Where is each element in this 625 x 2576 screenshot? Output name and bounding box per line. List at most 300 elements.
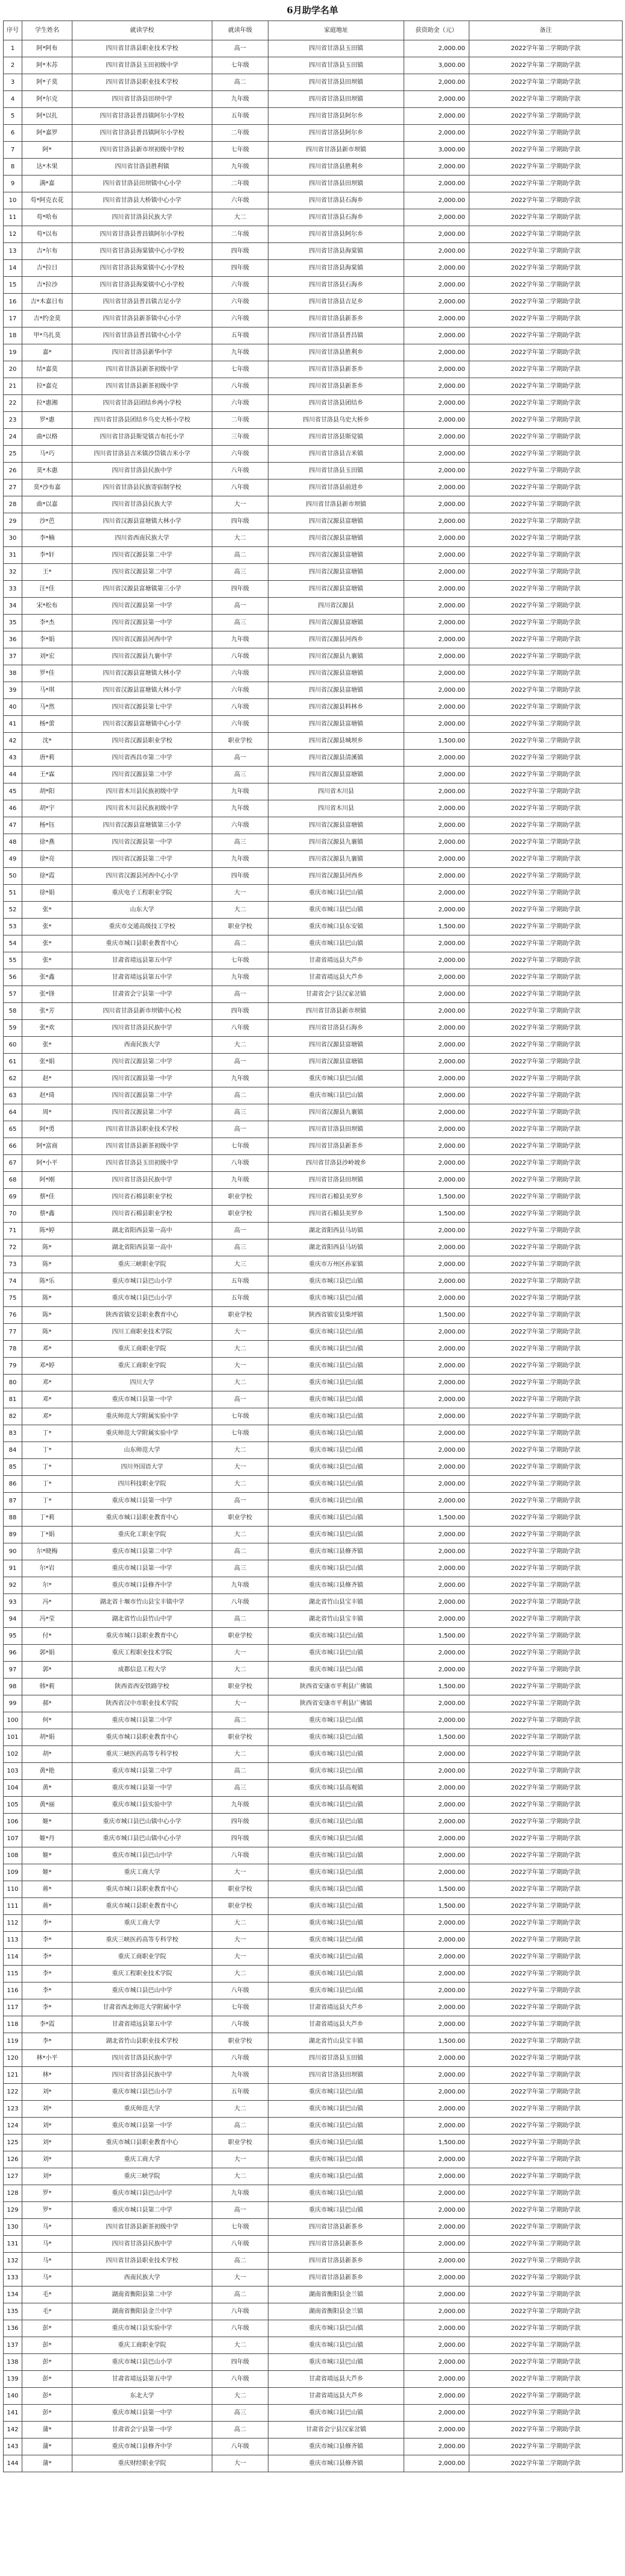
cell-grade: 九年级 — [212, 969, 268, 986]
table-row — [4, 2050, 623, 2067]
cell-index: 52 — [4, 902, 22, 919]
cell-home-address: 重庆市城口县巴山镇 — [268, 1408, 404, 1425]
cell-index: 23 — [4, 412, 22, 429]
cell-student-name: 马* — [22, 2236, 72, 2253]
cell-remark: 2022学年第二学期助学款 — [469, 1273, 623, 1290]
cell-school: 陕西省西安铁路学校 — [72, 1679, 212, 1695]
cell-remark: 2022学年第二学期助学款 — [469, 1003, 623, 1020]
cell-amount: 2,000.00 — [404, 615, 469, 631]
cell-grade: 八年级 — [212, 463, 268, 479]
cell-remark: 2022学年第二学期助学款 — [469, 1375, 623, 1391]
cell-grade: 大一 — [212, 885, 268, 902]
cell-home-address: 四川省汉源县富塘镇 — [268, 665, 404, 682]
cell-index: 108 — [4, 1847, 22, 1864]
cell-index: 5 — [4, 108, 22, 125]
cell-amount: 2,000.00 — [404, 1425, 469, 1442]
cell-remark: 2022学年第二学期助学款 — [469, 1864, 623, 1881]
cell-remark: 2022学年第二学期助学款 — [469, 1054, 623, 1071]
cell-amount: 2,000.00 — [404, 1847, 469, 1864]
table-row — [4, 902, 623, 919]
cell-amount: 2,000.00 — [404, 1273, 469, 1290]
table-row — [4, 74, 623, 91]
cell-remark: 2022学年第二学期助学款 — [469, 91, 623, 108]
cell-school: 重庆工程职业技术学院 — [72, 1966, 212, 1983]
cell-grade: 八年级 — [212, 699, 268, 716]
cell-home-address: 重庆市城口县巴山镇 — [268, 1510, 404, 1527]
cell-student-name: 吉*拉日 — [22, 260, 72, 277]
cell-home-address: 四川省甘洛县石海乡 — [268, 1020, 404, 1037]
cell-grade: 八年级 — [212, 378, 268, 395]
cell-student-name: 邓*婷 — [22, 1358, 72, 1375]
cell-index: 34 — [4, 598, 22, 615]
cell-grade: 八年级 — [212, 2320, 268, 2337]
cell-index: 8 — [4, 159, 22, 176]
cell-student-name: 林*小平 — [22, 2050, 72, 2067]
table-row — [4, 2219, 623, 2236]
table-row — [4, 919, 623, 935]
cell-amount: 2,000.00 — [404, 1391, 469, 1408]
cell-student-name: 李* — [22, 1915, 72, 1932]
cell-school: 重庆市城口县巴山小学 — [72, 1290, 212, 1307]
cell-grade: 五年级 — [212, 1273, 268, 1290]
cell-remark: 2022学年第二学期助学款 — [469, 2455, 623, 2472]
cell-index: 60 — [4, 1037, 22, 1054]
cell-remark: 2022学年第二学期助学款 — [469, 631, 623, 648]
cell-remark: 2022学年第二学期助学款 — [469, 294, 623, 311]
cell-grade: 七年级 — [212, 952, 268, 969]
cell-amount: 2,000.00 — [404, 260, 469, 277]
cell-student-name: 李*轩 — [22, 547, 72, 564]
table-row — [4, 1155, 623, 1172]
cell-amount: 1,500.00 — [404, 1898, 469, 1915]
cell-school: 西南民族大学 — [72, 1037, 212, 1054]
cell-student-name: 阿*子莫 — [22, 74, 72, 91]
cell-index: 107 — [4, 1831, 22, 1847]
cell-home-address: 重庆市城口县巴山镇 — [268, 1949, 404, 1966]
cell-remark: 2022学年第二学期助学款 — [469, 496, 623, 513]
cell-amount: 2,000.00 — [404, 226, 469, 243]
cell-amount: 2,000.00 — [404, 2286, 469, 2303]
cell-grade: 九年级 — [212, 1172, 268, 1189]
table-row — [4, 260, 623, 277]
cell-home-address: 重庆市城口县巴山镇 — [268, 1071, 404, 1087]
cell-amount: 1,500.00 — [404, 919, 469, 935]
cell-index: 79 — [4, 1358, 22, 1375]
cell-index: 75 — [4, 1290, 22, 1307]
cell-remark: 2022学年第二学期助学款 — [469, 1628, 623, 1645]
cell-index: 1 — [4, 40, 22, 57]
cell-home-address: 重庆市城口县巴山镇 — [268, 1273, 404, 1290]
cell-remark: 2022学年第二学期助学款 — [469, 1510, 623, 1527]
cell-grade: 大二 — [212, 1375, 268, 1391]
cell-home-address: 陕西省镇安县柴坪镇 — [268, 1307, 404, 1324]
cell-grade: 高三 — [212, 767, 268, 783]
cell-remark: 2022学年第二学期助学款 — [469, 40, 623, 57]
cell-home-address: 甘肃省靖远县大芦乡 — [268, 2016, 404, 2033]
cell-student-name: 甲*乌扎莫 — [22, 328, 72, 344]
cell-student-name: 毛* — [22, 2303, 72, 2320]
cell-school: 四川工商职业技术学院 — [72, 1324, 212, 1341]
table-row — [4, 1239, 623, 1256]
table-row — [4, 1324, 623, 1341]
cell-remark: 2022学年第二学期助学款 — [469, 1020, 623, 1037]
cell-amount: 3,000.00 — [404, 142, 469, 159]
cell-grade: 八年级 — [212, 2016, 268, 2033]
cell-index: 3 — [4, 74, 22, 91]
cell-student-name: 曲*以格 — [22, 429, 72, 446]
cell-amount: 2,000.00 — [404, 40, 469, 57]
cell-amount: 2,000.00 — [404, 1645, 469, 1662]
cell-student-name: 邓* — [22, 1391, 72, 1408]
table-row — [4, 1256, 623, 1273]
table-row — [4, 1594, 623, 1611]
cell-home-address: 四川省甘洛县新市坝镇 — [268, 496, 404, 513]
table-row — [4, 1746, 623, 1763]
cell-amount: 2,000.00 — [404, 1459, 469, 1476]
cell-index: 16 — [4, 294, 22, 311]
cell-index: 42 — [4, 733, 22, 750]
cell-school: 重庆市城口县第二中学 — [72, 2202, 212, 2219]
cell-grade: 九年级 — [212, 1797, 268, 1814]
header-amount: 获资助金（元） — [404, 21, 469, 40]
cell-amount: 1,500.00 — [404, 1881, 469, 1898]
cell-remark: 2022学年第二学期助学款 — [469, 378, 623, 395]
cell-grade: 四年级 — [212, 243, 268, 260]
cell-index: 135 — [4, 2303, 22, 2320]
cell-index: 137 — [4, 2337, 22, 2354]
cell-home-address: 四川省汉源县富塘镇 — [268, 1054, 404, 1071]
cell-remark: 2022学年第二学期助学款 — [469, 750, 623, 767]
cell-remark: 2022学年第二学期助学款 — [469, 2202, 623, 2219]
table-row — [4, 1493, 623, 1510]
cell-student-name: 邓* — [22, 1341, 72, 1358]
cell-grade: 大二 — [212, 1037, 268, 1054]
cell-student-name: 蒲* — [22, 2455, 72, 2472]
cell-grade: 四年级 — [212, 513, 268, 530]
cell-student-name: 姬* — [22, 1847, 72, 1864]
cell-home-address: 四川省汉源县河西乡 — [268, 868, 404, 885]
cell-grade: 八年级 — [212, 2438, 268, 2455]
cell-home-address: 四川省甘洛县田坝镇 — [268, 1172, 404, 1189]
cell-home-address: 四川省汉源县富塘镇 — [268, 530, 404, 547]
cell-amount: 2,000.00 — [404, 1138, 469, 1155]
cell-amount: 2,000.00 — [404, 2303, 469, 2320]
cell-amount: 2,000.00 — [404, 1087, 469, 1104]
cell-grade: 六年级 — [212, 665, 268, 682]
cell-index: 144 — [4, 2455, 22, 2472]
cell-student-name: 李* — [22, 2033, 72, 2050]
table-row — [4, 530, 623, 547]
table-row — [4, 1628, 623, 1645]
cell-index: 70 — [4, 1206, 22, 1223]
cell-school: 重庆工商大学 — [72, 2151, 212, 2168]
table-row — [4, 429, 623, 446]
cell-student-name: 陈* — [22, 1256, 72, 1273]
cell-home-address: 重庆市城口县巴山镇 — [268, 2405, 404, 2422]
cell-grade: 二年级 — [212, 226, 268, 243]
cell-remark: 2022学年第二学期助学款 — [469, 1087, 623, 1104]
cell-school: 重庆三峡职业学院 — [72, 1256, 212, 1273]
cell-remark: 2022学年第二学期助学款 — [469, 1307, 623, 1324]
cell-amount: 1,500.00 — [404, 2135, 469, 2151]
cell-home-address: 重庆市城口县修齐镇 — [268, 1543, 404, 1560]
cell-home-address: 四川省甘洛县新茶乡 — [268, 2270, 404, 2286]
cell-grade: 大一 — [212, 1358, 268, 1375]
cell-grade: 八年级 — [212, 1847, 268, 1864]
cell-grade: 高一 — [212, 1054, 268, 1071]
cell-index: 78 — [4, 1341, 22, 1358]
table-row — [4, 1662, 623, 1679]
cell-school: 四川省汉源县第七中学 — [72, 699, 212, 716]
cell-school: 重庆市城口县第一中学 — [72, 2405, 212, 2422]
cell-grade: 职业学校 — [212, 919, 268, 935]
cell-home-address: 重庆市城口县巴山镇 — [268, 2135, 404, 2151]
cell-amount: 2,000.00 — [404, 952, 469, 969]
table-row — [4, 176, 623, 192]
cell-school: 重庆市城口县第二中学 — [72, 1543, 212, 1560]
cell-student-name: 郭*娟 — [22, 1645, 72, 1662]
cell-school: 重庆师范大学附属实验中学 — [72, 1408, 212, 1425]
cell-grade: 职业学校 — [212, 1307, 268, 1324]
cell-index: 30 — [4, 530, 22, 547]
table-row — [4, 125, 623, 142]
table-row — [4, 783, 623, 800]
cell-amount: 2,000.00 — [404, 868, 469, 885]
cell-home-address: 四川省汉源县富塘镇 — [268, 682, 404, 699]
cell-student-name: 张*锋 — [22, 986, 72, 1003]
cell-amount: 2,000.00 — [404, 648, 469, 665]
table-row — [4, 243, 623, 260]
cell-remark: 2022学年第二学期助学款 — [469, 1155, 623, 1172]
cell-index: 47 — [4, 817, 22, 834]
cell-remark: 2022学年第二学期助学款 — [469, 1695, 623, 1712]
cell-school: 四川科技职业学院 — [72, 1476, 212, 1493]
cell-student-name: 汪*佳 — [22, 581, 72, 598]
cell-school: 重庆市城口县第一中学 — [72, 1560, 212, 1577]
table-row — [4, 2303, 623, 2320]
cell-grade: 高三 — [212, 615, 268, 631]
table-row — [4, 2084, 623, 2101]
cell-student-name: 胡*娟 — [22, 1729, 72, 1746]
cell-student-name: 丁* — [22, 1425, 72, 1442]
cell-index: 98 — [4, 1679, 22, 1695]
cell-remark: 2022学年第二学期助学款 — [469, 1763, 623, 1780]
cell-amount: 2,000.00 — [404, 902, 469, 919]
cell-remark: 2022学年第二学期助学款 — [469, 1814, 623, 1831]
cell-index: 84 — [4, 1442, 22, 1459]
cell-student-name: 阿*小平 — [22, 1155, 72, 1172]
cell-student-name: 阿*勇 — [22, 1121, 72, 1138]
cell-grade: 七年级 — [212, 142, 268, 159]
cell-grade: 大二 — [212, 902, 268, 919]
cell-grade: 八年级 — [212, 2050, 268, 2067]
cell-amount: 2,000.00 — [404, 1358, 469, 1375]
cell-grade: 大一 — [212, 1932, 268, 1949]
table-row — [4, 1814, 623, 1831]
cell-grade: 高三 — [212, 2405, 268, 2422]
cell-remark: 2022学年第二学期助学款 — [469, 1645, 623, 1662]
cell-home-address: 陕西省安康市平利县广佛镇 — [268, 1695, 404, 1712]
cell-home-address: 四川省甘洛县胜利乡 — [268, 344, 404, 361]
cell-student-name: 苟*哈布 — [22, 209, 72, 226]
cell-student-name: 马* — [22, 2270, 72, 2286]
cell-school: 重庆三峡医药高等专科学校 — [72, 1932, 212, 1949]
table-row — [4, 2286, 623, 2303]
cell-student-name: 李*霞 — [22, 2016, 72, 2033]
cell-index: 130 — [4, 2219, 22, 2236]
table-row — [4, 496, 623, 513]
cell-student-name: 张*芳 — [22, 1003, 72, 1020]
cell-grade: 职业学校 — [212, 733, 268, 750]
cell-grade: 职业学校 — [212, 1510, 268, 1527]
cell-amount: 2,000.00 — [404, 530, 469, 547]
cell-amount: 2,000.00 — [404, 1543, 469, 1560]
cell-amount: 1,500.00 — [404, 733, 469, 750]
cell-student-name: 罗*佳 — [22, 665, 72, 682]
table-row — [4, 209, 623, 226]
cell-home-address: 重庆市城口县巴山镇 — [268, 935, 404, 952]
cell-grade: 高二 — [212, 1087, 268, 1104]
table-row — [4, 328, 623, 344]
cell-grade: 九年级 — [212, 783, 268, 800]
table-row — [4, 2151, 623, 2168]
cell-remark: 2022学年第二学期助学款 — [469, 277, 623, 294]
table-row — [4, 935, 623, 952]
cell-remark: 2022学年第二学期助学款 — [469, 783, 623, 800]
cell-amount: 2,000.00 — [404, 716, 469, 733]
cell-home-address: 四川省甘洛县石海乡 — [268, 192, 404, 209]
cell-amount: 2,000.00 — [404, 2371, 469, 2388]
table-row — [4, 446, 623, 463]
cell-amount: 2,000.00 — [404, 1020, 469, 1037]
cell-home-address: 重庆市城口县修齐镇 — [268, 1577, 404, 1594]
cell-home-address: 四川省汉源县富塘镇 — [268, 513, 404, 530]
cell-index: 58 — [4, 1003, 22, 1020]
cell-grade: 大二 — [212, 1966, 268, 1983]
cell-amount: 2,000.00 — [404, 2118, 469, 2135]
cell-remark: 2022学年第二学期助学款 — [469, 2067, 623, 2084]
cell-grade: 八年级 — [212, 2236, 268, 2253]
table-row — [4, 159, 623, 176]
cell-grade: 大一 — [212, 2270, 268, 2286]
cell-index: 36 — [4, 631, 22, 648]
cell-remark: 2022学年第二学期助学款 — [469, 1341, 623, 1358]
header-remark: 备注 — [469, 21, 623, 40]
cell-grade: 大二 — [212, 530, 268, 547]
cell-student-name: 莫*木惠 — [22, 463, 72, 479]
cell-amount: 2,000.00 — [404, 1324, 469, 1341]
cell-index: 124 — [4, 2118, 22, 2135]
table-row — [4, 294, 623, 311]
cell-student-name: 王*霖 — [22, 767, 72, 783]
cell-grade: 职业学校 — [212, 2033, 268, 2050]
cell-amount: 2,000.00 — [404, 1831, 469, 1847]
cell-home-address: 湖北省竹山县宝丰镇 — [268, 1594, 404, 1611]
cell-amount: 2,000.00 — [404, 74, 469, 91]
cell-home-address: 四川省石棉县美罗乡 — [268, 1189, 404, 1206]
cell-student-name: 马* — [22, 2253, 72, 2270]
cell-school: 重庆市城口县巴山小学 — [72, 2354, 212, 2371]
cell-remark: 2022学年第二学期助学款 — [469, 919, 623, 935]
cell-remark: 2022学年第二学期助学款 — [469, 142, 623, 159]
cell-student-name: 周* — [22, 1104, 72, 1121]
cell-amount: 2,000.00 — [404, 344, 469, 361]
cell-student-name: 李* — [22, 1932, 72, 1949]
cell-remark: 2022学年第二学期助学款 — [469, 429, 623, 446]
cell-index: 129 — [4, 2202, 22, 2219]
cell-grade: 大二 — [212, 209, 268, 226]
cell-grade: 职业学校 — [212, 1628, 268, 1645]
cell-student-name: 赵* — [22, 1071, 72, 1087]
table-row — [4, 2455, 623, 2472]
cell-student-name: 刘* — [22, 2118, 72, 2135]
cell-home-address: 四川省甘洛县吉米镇 — [268, 446, 404, 463]
table-row — [4, 952, 623, 969]
cell-grade: 四年级 — [212, 1003, 268, 1020]
table-row — [4, 969, 623, 986]
cell-index: 17 — [4, 311, 22, 328]
cell-index: 119 — [4, 2033, 22, 2050]
cell-grade: 四年级 — [212, 581, 268, 598]
cell-index: 61 — [4, 1054, 22, 1071]
cell-grade: 六年级 — [212, 277, 268, 294]
cell-amount: 2,000.00 — [404, 1442, 469, 1459]
cell-amount: 2,000.00 — [404, 682, 469, 699]
cell-home-address: 四川省汉源县清溪镇 — [268, 750, 404, 767]
cell-school: 西南民族大学 — [72, 2270, 212, 2286]
cell-student-name: 黄*艳 — [22, 1763, 72, 1780]
cell-amount: 2,000.00 — [404, 1763, 469, 1780]
cell-remark: 2022学年第二学期助学款 — [469, 1256, 623, 1273]
cell-amount: 2,000.00 — [404, 176, 469, 192]
cell-index: 9 — [4, 176, 22, 192]
cell-home-address: 四川省汉源县富塘镇 — [268, 547, 404, 564]
cell-grade: 高三 — [212, 1560, 268, 1577]
cell-school: 四川省汉源县第二中学 — [72, 547, 212, 564]
cell-remark: 2022学年第二学期助学款 — [469, 1780, 623, 1797]
cell-index: 14 — [4, 260, 22, 277]
cell-remark: 2022学年第二学期助学款 — [469, 1594, 623, 1611]
cell-home-address: 重庆市城口县巴山镇 — [268, 1358, 404, 1375]
cell-remark: 2022学年第二学期助学款 — [469, 159, 623, 176]
cell-school: 重庆市城口县职业教育中心 — [72, 1628, 212, 1645]
cell-school: 重庆工商职业学院 — [72, 1358, 212, 1375]
cell-school: 四川省甘洛县民族中学 — [72, 2236, 212, 2253]
cell-index: 96 — [4, 1645, 22, 1662]
cell-remark: 2022学年第二学期助学款 — [469, 1712, 623, 1729]
cell-student-name: 蒋* — [22, 1881, 72, 1898]
table-row — [4, 142, 623, 159]
cell-index: 68 — [4, 1172, 22, 1189]
cell-student-name: 张*鑫 — [22, 969, 72, 986]
cell-student-name: 阿*木苏 — [22, 57, 72, 74]
cell-school: 重庆市城口县第一中学 — [72, 1780, 212, 1797]
cell-school: 四川省汉源县第二中学 — [72, 767, 212, 783]
cell-remark: 2022学年第二学期助学款 — [469, 1983, 623, 1999]
cell-home-address: 重庆市城口县巴山镇 — [268, 1966, 404, 1983]
cell-amount: 2,000.00 — [404, 2202, 469, 2219]
cell-index: 27 — [4, 479, 22, 496]
cell-home-address: 四川省汉源县九襄镇 — [268, 648, 404, 665]
cell-school: 四川省木川县民族初级中学 — [72, 800, 212, 817]
cell-remark: 2022学年第二学期助学款 — [469, 2135, 623, 2151]
cell-grade: 九年级 — [212, 1071, 268, 1087]
cell-grade: 八年级 — [212, 2303, 268, 2320]
cell-remark: 2022学年第二学期助学款 — [469, 2405, 623, 2422]
cell-grade: 七年级 — [212, 57, 268, 74]
cell-index: 57 — [4, 986, 22, 1003]
cell-school: 重庆市城口县第一中学 — [72, 1493, 212, 1510]
